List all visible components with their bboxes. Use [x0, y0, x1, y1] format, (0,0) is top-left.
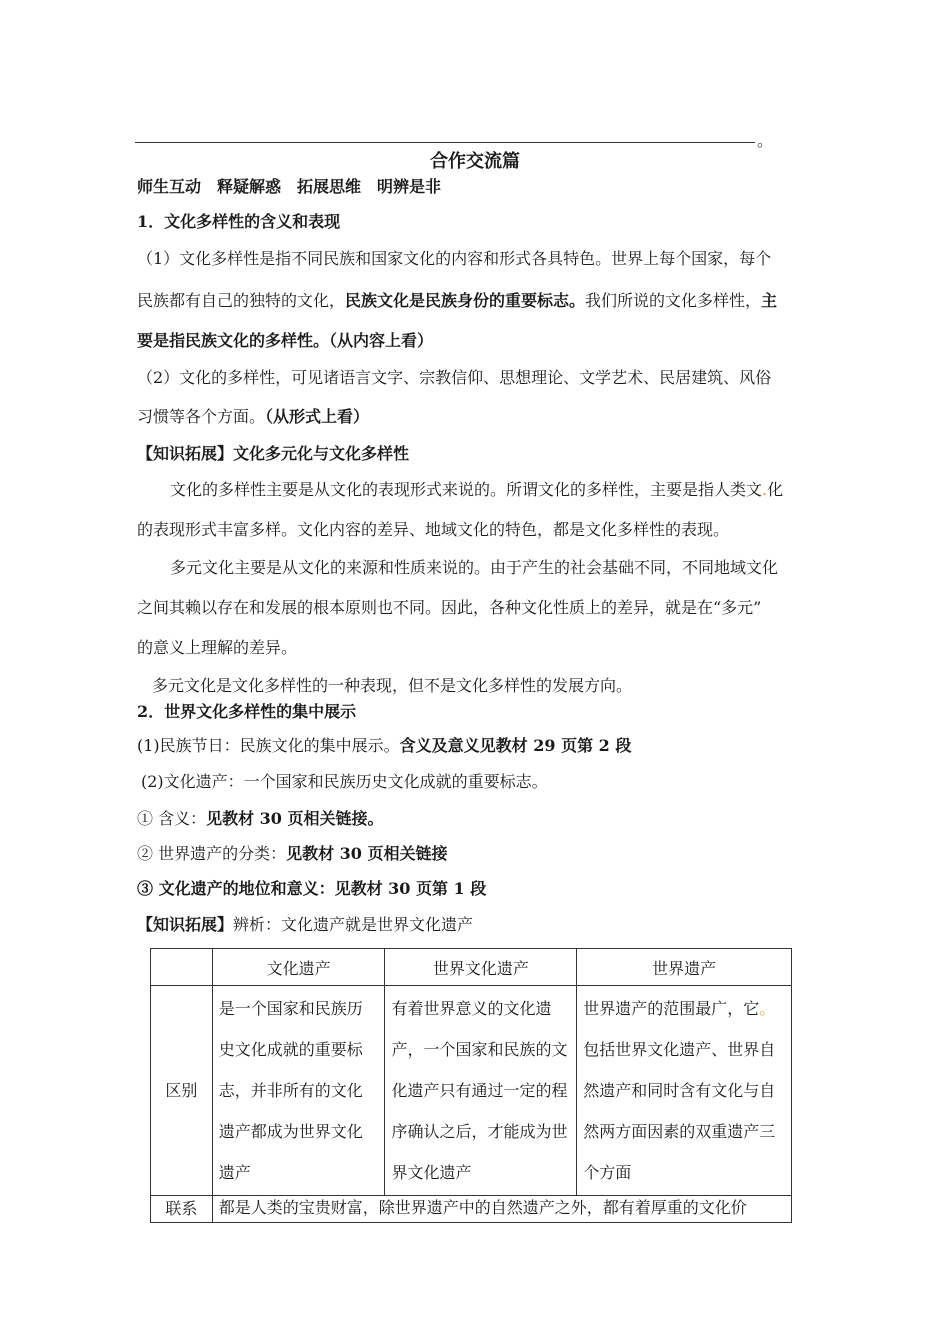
ext1-para-3: 多元文化是文化多样性的一种表现，但不是文化多样性的发展方向。	[152, 676, 633, 695]
table-header-cell: 文化遗产	[212, 949, 385, 986]
row-label-difference: 区别	[151, 986, 213, 1196]
section-item-3: ① 含义：见教材 30 页相关链接。	[137, 809, 384, 828]
table-header-row	[151, 949, 792, 986]
table-header-cell: 世界遗产	[577, 949, 792, 986]
table-row-connection	[151, 1196, 792, 1223]
ext1-para-1-line-1: 文化的多样性主要是从文化的表现形式来说的。所谓文化的多样性，主要是指人类文.化	[170, 480, 784, 499]
para-2-line-1: （2）文化的多样性，可见诸语言文字、宗教信仰、思想理论、文学艺术、民居建筑、风俗	[137, 368, 772, 387]
comparison-table	[150, 948, 792, 1223]
underline-period: 。	[757, 131, 774, 150]
section-item-5: ③ 文化遗产的地位和意义：见教材 30 页第 1 段	[137, 879, 487, 898]
heading-1: 1．文化多样性的含义和表现	[137, 212, 341, 231]
knowledge-extension-2: 【知识拓展】辨析：文化遗产就是世界文化遗产	[137, 915, 474, 934]
table-cell: 是一个国家和民族历史文化成就的重要标志，并非所有的文化遗产都成为世界文化遗产	[212, 986, 385, 1196]
knowledge-extension-1-heading: 【知识拓展】文化多元化与文化多样性	[137, 444, 410, 463]
heading-2: 2．世界文化多样性的集中展示	[137, 702, 357, 721]
subtitle: 师生互动 释疑解惑 拓展思维 明辨是非	[137, 177, 442, 196]
table-header-cell	[151, 949, 213, 986]
para-2-line-2: 习惯等各个方面。（从形式上看）	[137, 407, 370, 426]
table-header-cell: 世界文化遗产	[385, 949, 577, 986]
section-title: 合作交流篇	[430, 151, 520, 172]
ext1-para-2-line-2: 之间其赖以存在和发展的根本原则也不同。因此，各种文化性质上的差异，就是在“多元”	[137, 598, 762, 617]
ext1-para-2-line-1: 多元文化主要是从文化的来源和性质来说的。由于产生的社会基础不同，不同地域文化	[170, 558, 779, 577]
para-1-line-3: 要是指民族文化的多样性。（从内容上看）	[137, 331, 434, 350]
table-cell: 有着世界意义的文化遗产，一个国家和民族的文化遗产只有通过一定的程序确认之后，才能成为世界文化遗产	[385, 986, 577, 1196]
table-cell: 世界遗产的范围最广，它。包括世界文化遗产、世界自然遗产和同时含有文化与自然两方面因素的双重遗产三个方面	[577, 986, 792, 1196]
table-cell: 都是人类的宝贵财富，除世界遗产中的自然遗产之外，都有着厚重的文化价	[212, 1196, 791, 1223]
para-1-line-2: 民族都有自己的独特的文化，民族文化是民族身份的重要标志。我们所说的文化多样性，主	[137, 291, 778, 310]
section-item-1: (1)民族节日：民族文化的集中展示。含义及意义见教材 29 页第 2 段	[137, 736, 632, 755]
ext1-para-1-line-2: 的表现形式丰富多样。文化内容的差异、地域文化的特色，都是文化多样性的表现。	[137, 520, 730, 539]
section-item-2: (2)文化遗产：一个国家和民族历史文化成就的重要标志。	[141, 772, 548, 791]
row-label-connection: 联系	[151, 1196, 213, 1223]
para-1-line-1: （1）文化多样性是指不同民族和国家文化的内容和形式各具特色。世界上每个国家，每个	[137, 249, 772, 268]
section-item-4: ② 世界遗产的分类：见教材 30 页相关链接	[137, 844, 448, 863]
table-row-difference	[151, 986, 792, 1196]
ext1-para-2-line-3: 的意义上理解的差异。	[137, 638, 298, 657]
blank-underline	[135, 142, 755, 143]
